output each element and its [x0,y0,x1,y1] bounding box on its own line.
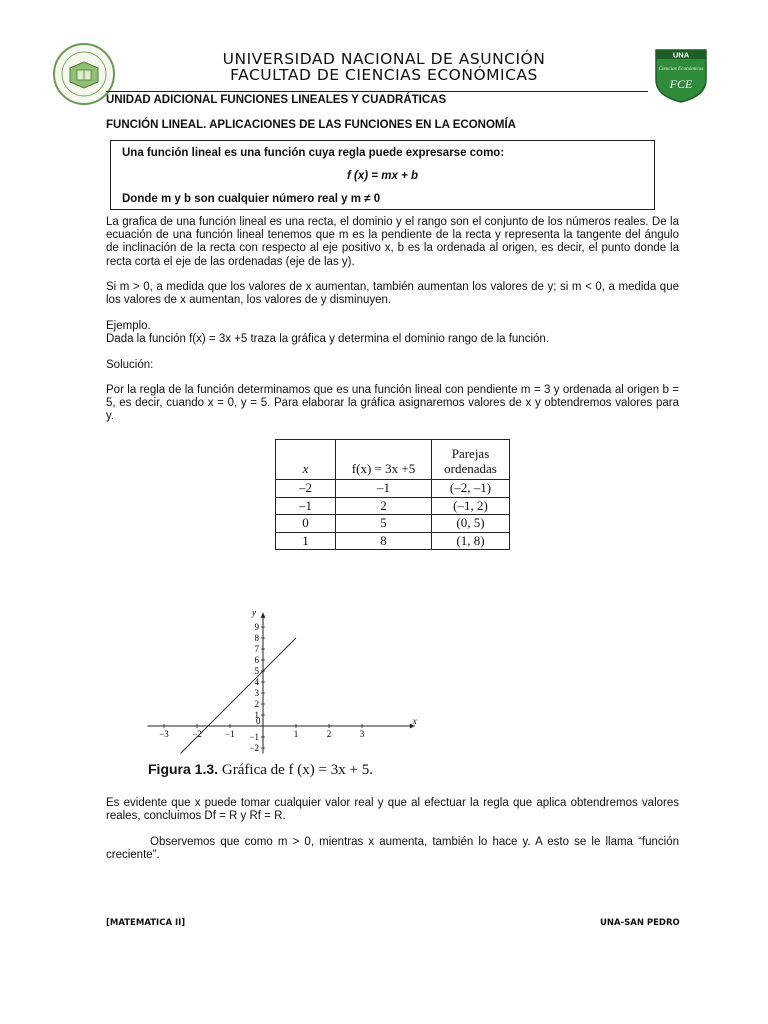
table-row [276,497,510,515]
definition-box [110,140,655,210]
table-cell: –1 [336,480,432,498]
x-tick-label: 2 [326,729,332,739]
example-heading: Ejemplo. [106,320,151,332]
table-row [276,532,510,550]
definition-intro: Una función lineal es una función cuya regla puede expresarse como: [122,147,505,159]
table-cell: (–1, 2) [432,497,510,515]
table-cell: 8 [336,532,432,550]
y-tick-label: 4 [254,677,259,687]
x-tick-label: −2 [192,729,202,739]
origin-label: 0 [256,716,261,726]
table-cell: 0 [276,515,336,533]
y-tick-label: 3 [254,688,259,698]
y-tick-label: 1 [254,710,259,720]
university-name: UNIVERSIDAD NACIONAL DE ASUNCIÓN [222,50,546,68]
y-tick-label: 2 [254,699,259,709]
table-header-fx: f(x) = 3x +5 [336,440,432,480]
table-cell: 2 [336,497,432,515]
logo-middle-text: Ciencias Económicas [658,66,704,72]
y-tick-label: 5 [254,666,259,676]
y-tick-label: 6 [254,655,259,665]
y-tick-label: 7 [254,644,259,654]
table-header-row [276,440,510,480]
function-line [181,638,297,754]
logo-bottom-text: FCE [669,77,693,91]
table-cell: (1, 8) [432,532,510,550]
figure-caption [148,761,373,779]
table-cell: 5 [336,515,432,533]
table-row [276,515,510,533]
values-table [275,439,510,550]
table-header-pairs: Parejas ordenadas [432,440,510,480]
table-cell: 1 [276,532,336,550]
definition-condition: Donde m y b son cualquier número real y m ≠ 0 [122,193,381,205]
paragraph-slope-sign: Si m > 0, a medida que los valores de x aumentan, también aumentan los valores de y; si m < 0, a medida que los valores de x aumentan, los valores de y disminuyen. [106,281,679,307]
unit-title: UNIDAD ADICIONAL FUNCIONES LINEALES Y CUADRÁTICAS [106,94,447,106]
footer-campus: UNA-SAN PEDRO [600,918,680,928]
logo-top-text: UNA [672,50,690,60]
paragraph-graph-description: La grafica de una función lineal es una recta, el dominio y el rango son el conjunto de los números reales. De la ecuación de una función lineal tenemos que m es la pendiente de la recta y representa la tangente del ángulo de inclinación de la recta con respecto al eje positivo x, b es la ordenada al origen, es decir, el punto donde la recta corta el eje de las ordenadas (eje de las y). [106,216,679,268]
example-statement: Dada la función f(x) = 3x +5 traza la gráfica y determina el dominio rango de la función. [106,333,549,345]
y-axis-arrow [261,613,266,618]
figure-caption-text: Gráfica de f (x) = 3x + 5. [221,762,373,778]
graph-canvas [140,596,430,756]
footer-course: [MATEMATICA II] [106,918,186,928]
x-tick-label: −1 [225,729,235,739]
table-cell: –2 [276,480,336,498]
x-tick-label: 1 [293,729,299,739]
fce-shield-logo [652,46,710,104]
paragraph-increasing-function: Observemos que como m > 0, mientras x aumenta, también lo hace y. A esto se le llama “función creciente”. [106,836,679,862]
y-tick-label: −1 [249,732,259,742]
table-header-x: x [276,440,336,480]
x-tick-label: −3 [159,729,169,739]
faculty-name: FACULTAD DE CIENCIAS ECONÓMICAS [230,66,538,84]
y-tick-label: 8 [254,633,259,643]
header-divider [106,91,648,92]
table-cell: (0, 5) [432,515,510,533]
paragraph-domain-range: Es evidente que x puede tomar cualquier valor real y que al efectuar la regla que aplica obtendremos valores reales, concluimos Df = R y Rf = R. [106,797,679,823]
y-tick-label: −2 [249,743,259,753]
definition-formula: f (x) = mx + b [347,170,418,182]
figure-label: Figura 1.3. [148,761,219,777]
function-graph [140,596,430,756]
table-cell: –1 [276,497,336,515]
y-axis-label: y [252,607,256,618]
y-tick-label: 9 [254,622,259,632]
section-title: FUNCIÓN LINEAL. APLICACIONES DE LAS FUNCIONES EN LA ECONOMÍA [106,119,516,131]
table-cell: (–2, –1) [432,480,510,498]
table-row [276,480,510,498]
solution-text: Por la regla de la función determinamos que es una función lineal con pendiente m = 3 y ordenada al origen b = 5, es decir, cuando x = 0, y = 5. Para elaborar la gráfica asignaremos valores de x y obtendremos valores para y. [106,384,679,423]
x-tick-label: 3 [359,729,365,739]
x-axis-label: x [412,716,417,726]
solution-heading: Solución: [106,359,154,371]
